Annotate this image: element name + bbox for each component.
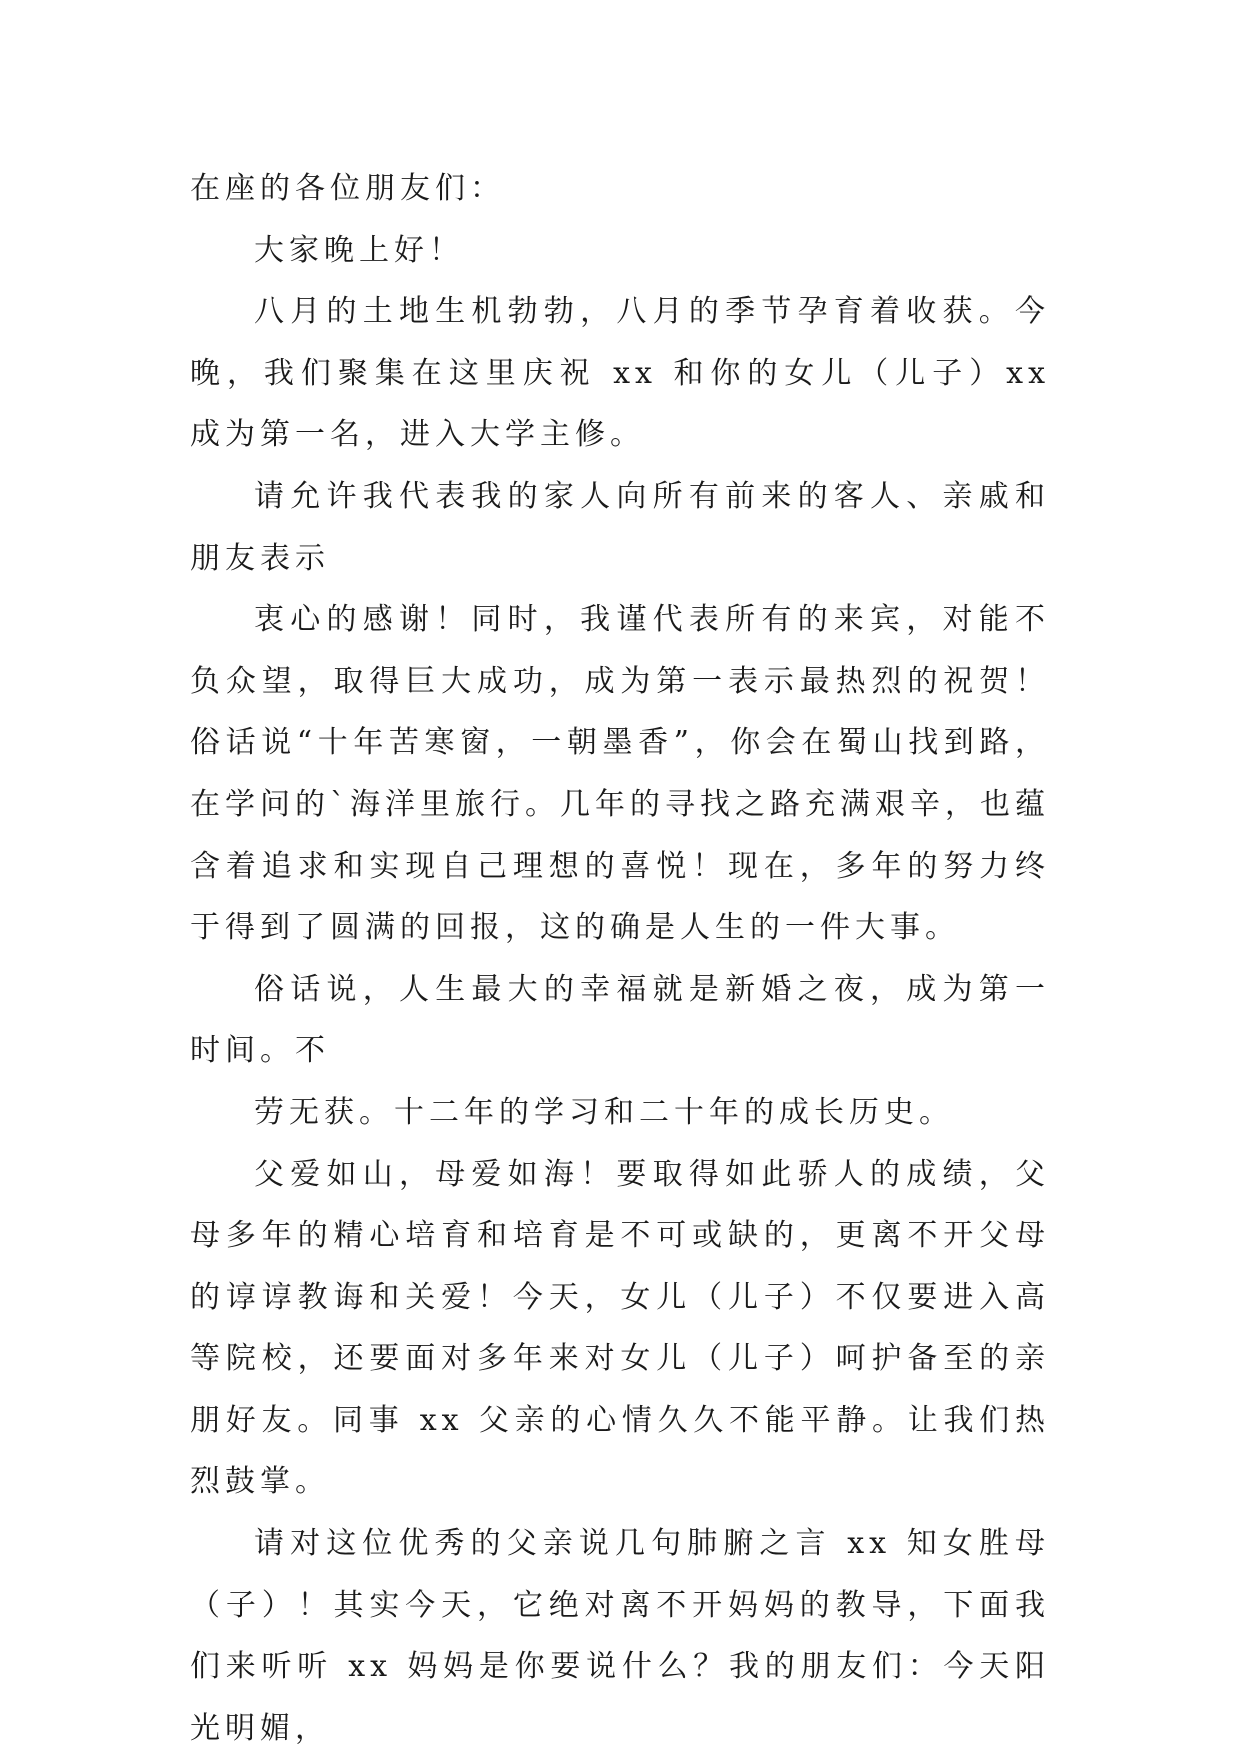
document-body	[190, 158, 1050, 1759]
paragraph-proverb: 俗话说，人生最大的幸福就是新婚之夜，成为第一时间。不	[190, 971, 1050, 1069]
paragraph-no-pain: 劳无获。十二年的学习和二十年的成长历史。	[254, 1094, 954, 1130]
paragraph-father-words: 请对这位优秀的父亲说几句肺腑之言 xx 知女胜母（子）！其实今天，它绝对离不开妈妈的教导，下面我们来听听 xx 妈妈是你要说什么？我的朋友们：今天阳光明媚，	[190, 1526, 1050, 1746]
paragraph-august: 八月的土地生机勃勃，八月的季节孕育着收获。今晚，我们聚集在这里庆祝 xx 和你的女儿（儿子）xx 成为第一名，进入大学主修。	[190, 294, 1050, 453]
paragraph-parents: 父爱如山，母爱如海！要取得如此骄人的成绩，父母多年的精心培育和培育是不可或缺的，更离不开父母的谆谆教诲和关爱！今天，女儿（儿子）不仅要进入高等院校，还要面对多年来对女儿（儿子）呵护备至的亲朋好友。同事 xx 父亲的心情久久不能平静。让我们热烈鼓掌。	[190, 1156, 1050, 1500]
paragraph-greeting: 大家晚上好！	[254, 232, 464, 268]
paragraph-salutation: 在座的各位朋友们：	[190, 171, 505, 206]
paragraph-gratitude: 衷心的感谢！同时，我谨代表所有的来宾，对能不负众望，取得巨大成功，成为第一表示最热烈的祝贺！俗话说“十年苦寒窗，一朝墨香”，你会在蜀山找到路，在学问的`海洋里旅行。几年的寻找之路充满艰辛，也蕴含着追求和实现自己理想的喜悦！现在，多年的努力终于得到了圆满的回报，这的确是人生的一件大事。	[190, 602, 1050, 946]
paragraph-permission: 请允许我代表我的家人向所有前来的客人、亲戚和朋友表示	[190, 478, 1050, 576]
